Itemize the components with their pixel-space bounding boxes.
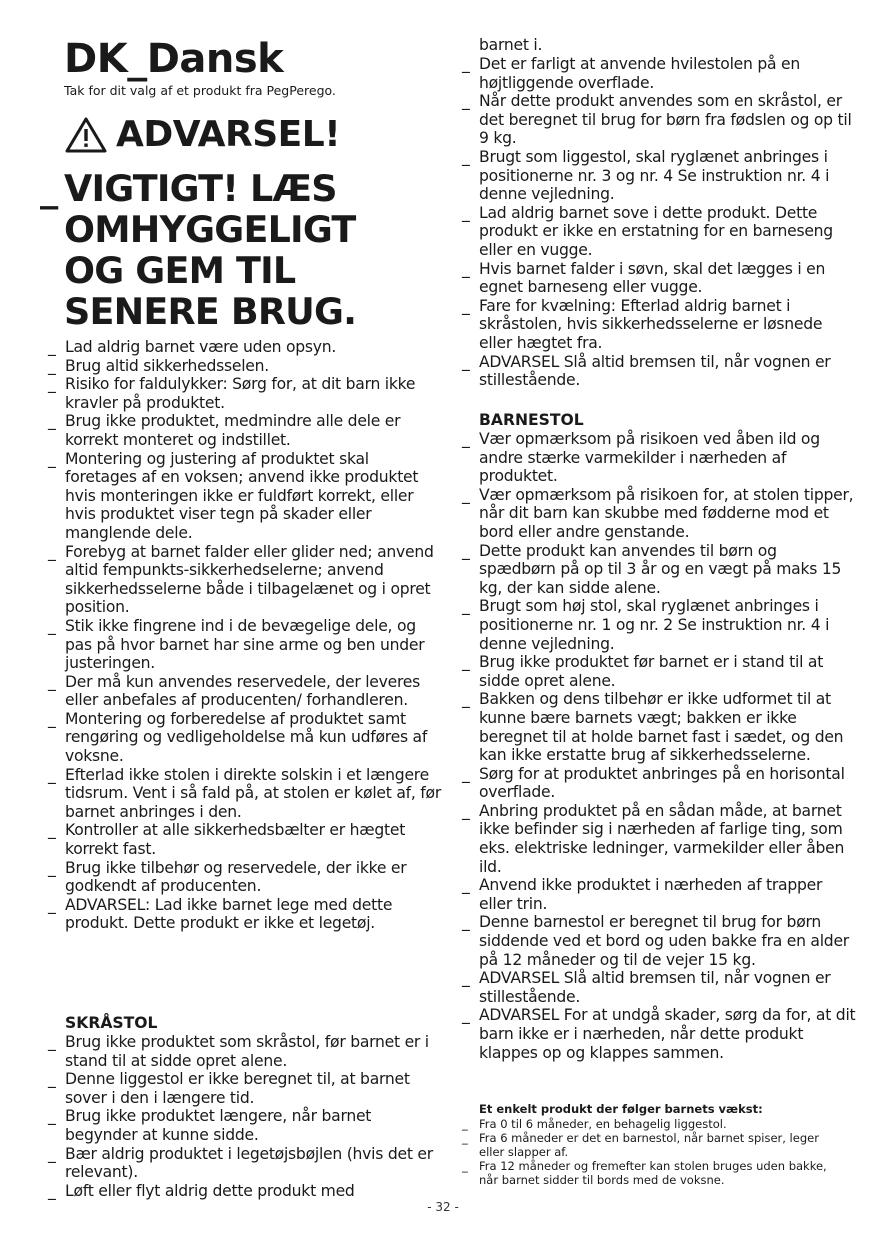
warning-triangle-icon xyxy=(64,116,108,154)
dash-marker: _ xyxy=(48,412,56,431)
list-item xyxy=(462,1006,857,1062)
list-item xyxy=(462,653,857,690)
dash-marker: _ xyxy=(462,1117,468,1131)
list-item-text: Når dette produkt anvendes som en skråstol, er det beregnet til brug for børn fra fødslen og op til 9 kg. xyxy=(479,92,852,148)
list-item-text: Bær aldrig produktet i legetøjsbøjlen (hvis det er relevant). xyxy=(65,1144,433,1182)
list-item xyxy=(462,1159,842,1187)
list-item xyxy=(462,802,857,876)
list-item xyxy=(462,92,857,148)
dash-marker: _ xyxy=(462,913,470,932)
list-item-text: Denne barnestol er beregnet til brug for børn siddende ved et bord og uden bakke fra en alder på 12 måneder og til de vejer 15 kg. xyxy=(479,913,849,969)
list-item-text: Montering og justering af produktet skal foretages af en voksen; anvend ikke produktet hvis monteringen ikke er fuldført korrekt, eller hvis produktet viser tegn på skader eller manglende dele. xyxy=(65,449,419,542)
dash-marker: _ xyxy=(48,616,56,635)
list-item xyxy=(48,766,443,822)
warning-heading xyxy=(64,114,340,155)
list-item-text: Fra 0 til 6 måneder, en behagelig liggestol. xyxy=(479,1117,727,1131)
list-item-text: Brug ikke produktet før barnet er i stand til at sidde opret alene. xyxy=(479,653,824,690)
dash-marker: _ xyxy=(462,296,470,315)
warning-label: ADVARSEL! xyxy=(116,114,341,155)
dash-marker: _ xyxy=(48,356,56,375)
dash-marker: _ xyxy=(48,375,56,394)
list-item xyxy=(462,690,857,764)
list-item-text: Efterlad ikke stolen i direkte solskin i et længere tidsrum. Vent i så fald på, at stolen er kølet af, før barnet anbringes i den. xyxy=(65,765,442,821)
list-item-text: Anbring produktet på en sådan måde, at barnet ikke befinder sig i nærheden af farlige ting, som eks. elektriske ledninger, varmekilder eller åben ild. xyxy=(479,801,845,876)
list-item xyxy=(462,204,857,260)
list-item xyxy=(48,1070,443,1107)
dash-marker: _ xyxy=(48,1107,56,1126)
dash-marker: _ xyxy=(48,1144,56,1163)
list-item-text: Brug ikke produktet, medmindre alle dele er korrekt monteret og indstillet. xyxy=(65,412,401,449)
list-item xyxy=(462,1131,842,1159)
list-item xyxy=(462,765,857,802)
dash-marker: _ xyxy=(462,690,470,709)
list-item xyxy=(462,913,857,969)
continued-text: barnet i. xyxy=(479,36,543,54)
dash-marker: _ xyxy=(48,449,56,468)
list-item xyxy=(48,1182,443,1201)
list-item-text: Brug altid sikkerhedsselen. xyxy=(65,356,269,375)
dash-marker: _ xyxy=(462,801,470,820)
list-item-text: Bakken og dens tilbehør er ikke udformet til at kunne bære barnets vægt; bakken er ikke beregnet til at holde barnet fast i sædet, og den kan ikke erstatte brug af sikkerhedsselerne. xyxy=(479,690,844,765)
list-item-text: Sørg for at produktet anbringes på en horisontal overflade. xyxy=(479,764,845,802)
dash-marker: _ xyxy=(48,672,56,691)
list-item xyxy=(462,297,857,353)
list-item-text: Kontroller at alle sikkerhedsbælter er hægtet korrekt fast. xyxy=(65,821,406,859)
list-item xyxy=(462,969,857,1006)
barnestol-list xyxy=(462,430,857,1062)
skraastol-continued-list xyxy=(462,55,857,390)
growth-heading: Et enkelt produkt der følger barnets vækst: xyxy=(479,1102,763,1116)
dash-marker: _ xyxy=(462,969,470,988)
list-item xyxy=(48,1033,443,1070)
list-item-text: Denne liggestol er ikke beregnet til, at barnet sover i den i længere tid. xyxy=(65,1070,410,1107)
important-line: OMHYGGELIGT xyxy=(64,208,356,251)
page-number: - 32 - xyxy=(427,1200,459,1214)
dash-marker: _ xyxy=(462,1131,468,1145)
list-item xyxy=(48,1145,443,1182)
list-item xyxy=(48,338,443,357)
list-item-text: Vær opmærksom på risikoen for, at stolen tipper, når dit barn kan skubbe med fødderne mod et bord eller andre genstande. xyxy=(479,485,854,541)
list-item xyxy=(48,859,443,896)
dash-marker: _ xyxy=(48,765,56,784)
list-item xyxy=(48,710,443,766)
list-item xyxy=(48,543,443,617)
dash-marker: _ xyxy=(462,55,470,73)
important-line: _ VIGTIGT! LÆS xyxy=(40,167,337,210)
dash-marker: _ xyxy=(462,352,470,371)
list-item-text: Brug ikke tilbehør og reservedele, der ikke er godkendt af producenten. xyxy=(65,858,407,896)
dash-marker: _ xyxy=(48,895,56,914)
dash-marker: _ xyxy=(48,1070,56,1089)
list-item-text: Risiko for faldulykker: Sørg for, at dit barn ikke kravler på produktet. xyxy=(65,375,416,412)
dash-marker: _ xyxy=(462,764,470,783)
list-item xyxy=(462,486,857,542)
list-item-text: Fare for kvælning: Efterlad aldrig barnet i skråstolen, hvis sikkerhedsselerne er løsnede eller hægtet fra. xyxy=(479,296,823,352)
general-warnings-list xyxy=(48,338,443,933)
list-item-text: Løft eller flyt aldrig dette produkt med xyxy=(65,1181,355,1200)
dash-marker: _ xyxy=(48,709,56,728)
list-item xyxy=(462,430,857,486)
important-line: OG GEM TIL xyxy=(64,249,296,292)
dash-marker: _ xyxy=(462,876,470,895)
list-item-text: Brugt som høj stol, skal ryglænet anbringes i positionerne nr. 1 og nr. 2 Se instruktion nr. 4 i denne vejledning. xyxy=(479,597,830,653)
list-item-text: Brug ikke produktet længere, når barnet begynder at kunne sidde. xyxy=(65,1107,372,1144)
dash-marker: _ xyxy=(40,167,58,210)
list-item xyxy=(462,353,857,390)
dash-marker: _ xyxy=(462,653,470,672)
list-item-text: Der må kun anvendes reservedele, der leveres eller anbefales af producenten/ forhandleren. xyxy=(65,672,421,710)
list-item xyxy=(462,542,857,598)
list-item xyxy=(48,617,443,673)
dash-marker: _ xyxy=(462,92,470,111)
dash-marker: _ xyxy=(462,597,470,616)
dash-marker: _ xyxy=(462,147,470,166)
list-item-text: Lad aldrig barnet sove i dette produkt. Dette produkt er ikke en erstatning for en barneseng eller en vugge. xyxy=(479,203,833,259)
list-item-text: Brugt som liggestol, skal ryglænet anbringes i positionerne nr. 3 og nr. 4 Se instruktion nr. 4 i denne vejledning. xyxy=(479,147,830,204)
list-item-text: Dette produkt kan anvendes til børn og spædbørn på op til 3 år og en vægt på maks 15 kg, der kan sidde alene. xyxy=(479,541,842,597)
list-item xyxy=(462,260,857,297)
thanks-text: Tak for dit valg af et produkt fra PegPerego. xyxy=(64,83,336,98)
list-item xyxy=(462,148,857,204)
page-title: DK_Dansk xyxy=(64,36,284,82)
list-item-text: Fra 6 måneder er det en barnestol, når barnet spiser, leger eller slapper af. xyxy=(479,1131,819,1159)
list-item xyxy=(48,821,443,858)
list-item xyxy=(48,375,443,412)
list-item-text: ADVARSEL: Lad ikke barnet lege med dette produkt. Dette produkt er ikke et legetøj. xyxy=(65,895,393,933)
important-line: SENERE BRUG. xyxy=(64,290,357,333)
list-item xyxy=(462,55,857,92)
list-item xyxy=(462,1117,842,1131)
dash-marker: _ xyxy=(462,430,470,448)
list-item xyxy=(48,896,443,933)
list-item xyxy=(48,673,443,710)
list-item xyxy=(462,876,857,913)
dash-marker: _ xyxy=(48,338,56,356)
dash-marker: _ xyxy=(462,203,470,222)
list-item-text: Vær opmærksom på risikoen ved åben ild og andre stærke varmekilder i nærheden af produktet. xyxy=(479,430,820,486)
list-item-text: Brug ikke produktet som skråstol, før barnet er i stand til at sidde opret alene. xyxy=(65,1033,429,1070)
list-item-text: Stik ikke fingrene ind i de bevægelige dele, og pas på hvor barnet har sine arme og ben under justeringen. xyxy=(65,616,425,673)
list-item xyxy=(48,450,443,543)
dash-marker: _ xyxy=(48,1181,56,1200)
list-item-text: ADVARSEL For at undgå skader, sørg da for, at dit barn ikke er i nærheden, når dette produkt klappes op og klappes sammen. xyxy=(479,1006,856,1062)
dash-marker: _ xyxy=(462,485,470,504)
list-item-text: Montering og forberedelse af produktet samt rengøring og vedligeholdelse må kun udføres af voksne. xyxy=(65,709,428,766)
skraastol-list xyxy=(48,1033,443,1200)
dash-marker: _ xyxy=(48,858,56,877)
list-item-text: Hvis barnet falder i søvn, skal det lægges i en egnet barneseng eller vugge. xyxy=(479,259,826,297)
list-item xyxy=(48,357,443,376)
growth-list xyxy=(462,1117,842,1187)
list-item-text: ADVARSEL Slå altid bremsen til, når vognen er stillestående. xyxy=(479,969,831,1006)
section-heading-skraastol: SKRÅSTOL xyxy=(65,1014,158,1032)
dash-marker: _ xyxy=(462,541,470,560)
list-item xyxy=(48,1107,443,1144)
important-notice xyxy=(40,168,356,332)
list-item xyxy=(462,597,857,653)
list-item-text: ADVARSEL Slå altid bremsen til, når vognen er stillestående. xyxy=(479,352,831,390)
list-item-text: Det er farligt at anvende hvilestolen på en højtliggende overflade. xyxy=(479,55,800,92)
dash-marker: _ xyxy=(462,1159,468,1173)
list-item-text: Anvend ikke produktet i nærheden af trapper eller trin. xyxy=(479,876,823,913)
list-item-text: Fra 12 måneder og fremefter kan stolen bruges uden bakke, når barnet sidder til bords med de voksne. xyxy=(479,1159,827,1187)
dash-marker: _ xyxy=(48,542,56,561)
dash-marker: _ xyxy=(462,1006,470,1025)
dash-marker: _ xyxy=(462,259,470,278)
section-heading-barnestol: BARNESTOL xyxy=(479,411,584,429)
list-item-text: Lad aldrig barnet være uden opsyn. xyxy=(65,338,337,356)
dash-marker: _ xyxy=(48,821,56,840)
dash-marker: _ xyxy=(48,1033,56,1051)
list-item-text: Forebyg at barnet falder eller glider ned; anvend altid fempunkts-sikkerhedselerne; anvend sikkerhedsselerne både i tilbagelænet og i opret position. xyxy=(65,542,434,617)
list-item xyxy=(48,412,443,449)
